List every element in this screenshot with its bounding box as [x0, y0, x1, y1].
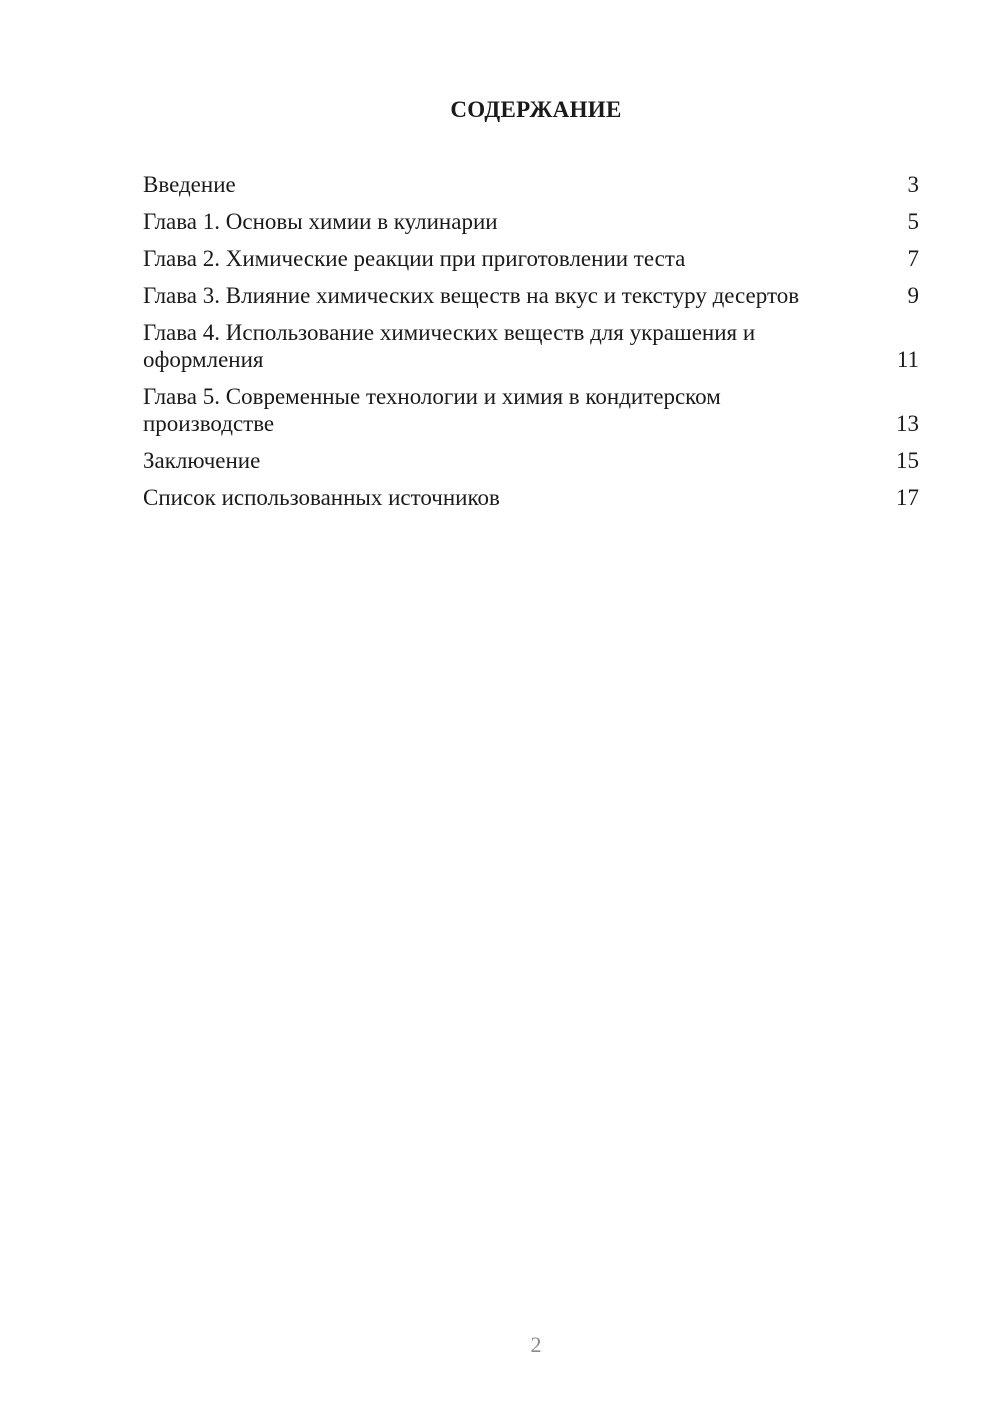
toc-entry: [143, 484, 919, 511]
toc-entry: [143, 208, 919, 235]
toc-entry: [143, 447, 919, 474]
toc-entry-page: 3: [907, 172, 919, 197]
toc-entry-title: Глава 1. Основы химии в кулинарии: [143, 209, 498, 234]
toc-entry-title: Глава 4. Использование химических веществ для украшения и оформления: [143, 320, 756, 372]
toc-entry-title: Глава 3. Влияние химических веществ на вкус и текстуру десертов: [143, 283, 800, 308]
toc-entry-title: Список использованных источников: [143, 485, 500, 510]
toc-entry-page: 5: [907, 209, 919, 234]
page-number: 2: [530, 1332, 542, 1357]
toc-list: [143, 171, 919, 521]
toc-entry-title: Глава 5. Современные технологии и химия в кондитерском производстве: [143, 384, 721, 436]
toc-entry: [143, 245, 919, 272]
toc-entry-page: 7: [907, 246, 919, 271]
toc-entry: [143, 282, 919, 309]
toc-entry: [143, 383, 919, 437]
toc-entry-page: 11: [896, 347, 919, 372]
toc-entry-title: Введение: [143, 172, 236, 197]
toc-entry: [143, 171, 919, 198]
toc-title: СОДЕРЖАНИЕ: [450, 97, 622, 122]
toc-entry-page: 15: [896, 448, 919, 473]
toc-entry-page: 9: [907, 283, 919, 308]
toc-entry: [143, 319, 919, 373]
toc-entry-title: Глава 2. Химические реакции при приготовлении теста: [143, 246, 686, 271]
toc-entry-page: 17: [896, 485, 919, 510]
toc-entry-title: Заключение: [143, 448, 261, 473]
toc-entry-page: 13: [896, 411, 919, 436]
